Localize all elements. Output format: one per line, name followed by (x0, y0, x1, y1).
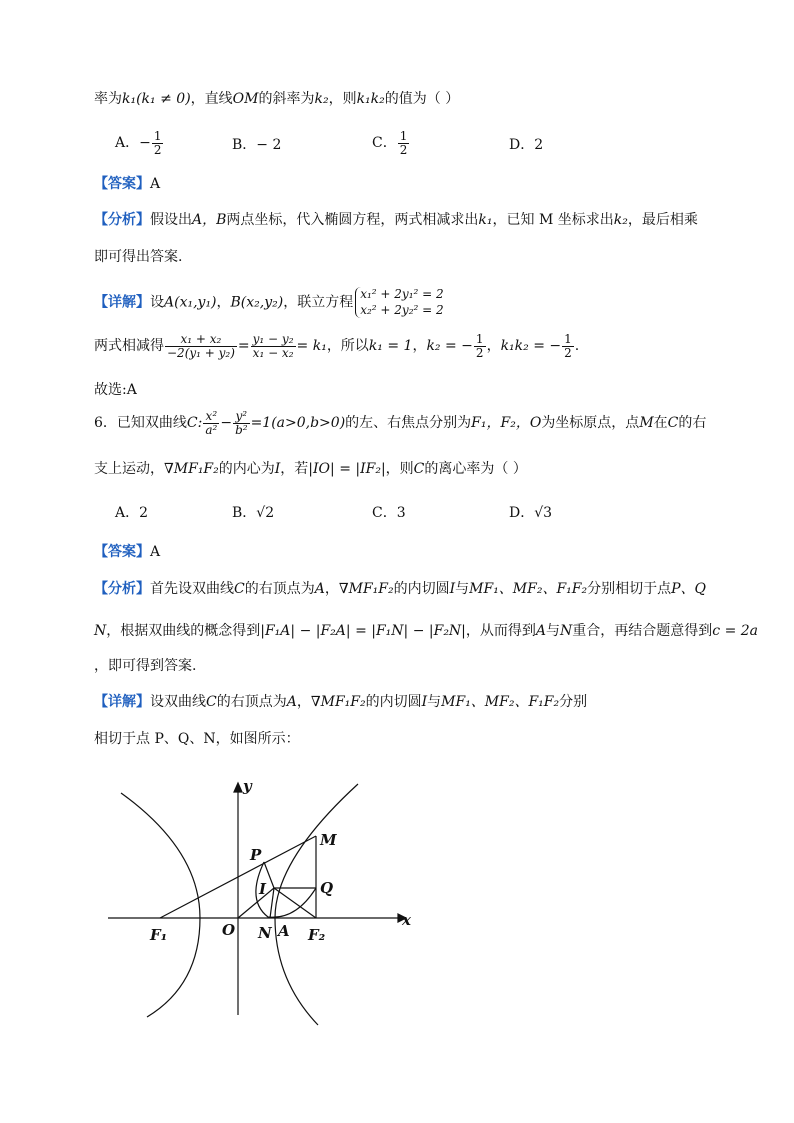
q5-option-a (115, 130, 164, 156)
math: P、Q (671, 581, 707, 597)
label-P: P (250, 846, 262, 864)
q6-stem-line2 (94, 458, 527, 478)
math: ∇MF₁F₂ (310, 694, 366, 710)
text: ，从而得到 (465, 623, 536, 639)
label-Q: Q (320, 879, 334, 897)
text: 支上运动， (94, 461, 164, 477)
text: 为坐标原点，点 (541, 415, 640, 432)
text: 假设出 (150, 212, 192, 228)
text: ， (216, 294, 231, 311)
text: 的右 (678, 415, 707, 432)
text: . (574, 338, 580, 355)
q5-option-c (372, 130, 410, 156)
y-axis-arrow (234, 783, 242, 792)
numerator: 1 (564, 332, 572, 346)
math: C (206, 694, 217, 710)
text: = (237, 338, 250, 355)
analysis-tag: 【分析】 (94, 212, 150, 228)
q5-stem-line (94, 88, 459, 108)
text: 率为 (94, 91, 122, 107)
q6-option-d: D．√3 (509, 505, 553, 521)
math: C (667, 415, 679, 432)
math: F₁，F₂，O (471, 415, 542, 432)
hyperbola-left-branch (121, 793, 200, 1017)
text: ，则 (385, 461, 414, 477)
label-N: N (258, 924, 272, 942)
q6-option-b: B．√2 (232, 505, 275, 521)
text: ，所以 (326, 338, 369, 355)
math: B(x₂,y₂) (230, 294, 284, 311)
answer-value: A (150, 176, 161, 192)
q5-choose: 故选:A (94, 382, 137, 398)
text: ，联立方程 (283, 294, 354, 311)
denominator: b² (235, 422, 248, 437)
numerator: x₁ + x₂ (165, 333, 237, 347)
text: ，若 (280, 461, 309, 477)
text: 设 (150, 294, 164, 311)
math: A (535, 623, 547, 639)
text: 与 (455, 581, 470, 597)
math: =1(a>0,b>0) (250, 415, 346, 432)
q6-stem-line1 (94, 410, 706, 436)
numerator: x² (203, 410, 219, 424)
detail-tag: 【详解】 (94, 694, 150, 710)
segment-if2 (274, 888, 316, 918)
denominator: 2 (475, 345, 484, 360)
math: A (286, 694, 297, 710)
equation-system (355, 287, 443, 318)
math: N (560, 623, 573, 639)
text: 两式相减得 (94, 338, 164, 355)
q5-analysis-line2: 即可得出答案. (94, 249, 183, 265)
numerator: 1 (153, 129, 162, 143)
text: 与 (546, 623, 561, 639)
text: ，直线 (190, 91, 233, 107)
math: I (274, 461, 281, 477)
segment-in (270, 888, 274, 918)
math: k₁ = 1 (368, 338, 413, 355)
denominator: a² (205, 422, 218, 437)
answer-tag: 【答案】 (94, 544, 150, 560)
math: C (234, 581, 245, 597)
text: ， (412, 338, 427, 355)
equation: x₂² + 2y₂² = 2 (360, 302, 444, 317)
text: 首先设双曲线 (150, 581, 234, 597)
label-y: y (243, 777, 252, 795)
analysis-tag: 【分析】 (94, 581, 150, 597)
q6-detail-line1 (94, 691, 587, 711)
math: |IO| = |IF₂| (308, 461, 386, 477)
answer-value: A (150, 544, 161, 560)
label-O: O (222, 921, 236, 939)
math: k₂ = − (426, 338, 473, 355)
text: ， (324, 581, 339, 597)
q5-detail-line1 (94, 287, 444, 318)
fraction (474, 333, 486, 359)
fraction (152, 130, 164, 156)
math: |F₁A| − |F₂A| = |F₁N| − |F₂N| (260, 623, 466, 639)
numerator: y₁ − y₂ (252, 332, 294, 346)
q5-detail-line2 (94, 333, 579, 359)
text: 的内心为 (218, 461, 275, 477)
text: 的内切圆 (393, 581, 450, 597)
text: − (220, 415, 233, 432)
text: 的右顶点为 (244, 581, 315, 597)
option-label: C． (372, 135, 397, 152)
math-om: OM (232, 91, 259, 107)
text: 6．已知双曲线 (94, 415, 187, 432)
math: = k₁ (296, 338, 327, 355)
text: 的左、右焦点分别为 (345, 415, 472, 432)
fraction (203, 410, 219, 436)
q6-analysis-line1 (94, 578, 706, 598)
label-x: x (402, 911, 411, 929)
text: 重合，再结合题意得到 (572, 623, 713, 639)
q5-option-d: D．2 (509, 137, 544, 153)
math: k₁k₂ = − (500, 338, 562, 355)
denominator: 2 (564, 345, 572, 360)
q5-answer (94, 173, 160, 193)
text: ， (296, 694, 311, 710)
equation: x₁² + 2y₁² = 2 (360, 287, 444, 301)
text: 的离心率为（ ） (424, 461, 527, 477)
denominator: 2 (153, 142, 162, 157)
math: ∇MF₁F₂ (164, 461, 219, 477)
math: M (639, 415, 654, 432)
math: k₂ (613, 212, 628, 228)
q6-option-a: A．2 (115, 505, 149, 521)
denominator: −2(y₁ + y₂) (167, 345, 235, 360)
text: 分别相切于点 (587, 581, 672, 597)
math: A，B (192, 212, 227, 228)
text: 的右顶点为 (216, 694, 287, 710)
math-k1-cond: k₁(k₁ ≠ 0) (122, 91, 191, 107)
denominator: x₁ − x₂ (252, 345, 294, 360)
text: 分别 (559, 694, 588, 710)
text: 设双曲线 (150, 694, 206, 710)
label-A: A (278, 922, 290, 940)
text: 在 (653, 415, 668, 432)
math-k1k2: k₁k₂ (356, 91, 385, 107)
label-F2: F₂ (308, 926, 326, 944)
text: 的斜率为 (258, 91, 315, 107)
option-label: A．− (115, 135, 151, 152)
q5-option-b: B．− 2 (232, 137, 282, 153)
math: A(x₁,y₁) (164, 294, 217, 311)
math: MF₁、MF₂、F₁F₂ (441, 694, 560, 710)
math: C (413, 461, 425, 477)
numerator: 1 (475, 332, 484, 346)
q6-answer (94, 541, 160, 561)
math: N (94, 623, 107, 639)
text: ， (486, 338, 501, 355)
q6-option-c: C．3 (372, 505, 406, 521)
text: ，已知 M 坐标求出 (492, 212, 614, 228)
label-I: I (259, 880, 267, 898)
text: 与 (427, 694, 442, 710)
fraction (398, 130, 410, 156)
q6-detail-line2: 相切于点 P、Q、N，如图所示： (94, 731, 300, 747)
math: C: (186, 415, 203, 432)
text: 两点坐标，代入椭圆方程，两式相减求出 (226, 212, 479, 228)
numerator: 1 (399, 129, 408, 143)
answer-tag: 【答案】 (94, 176, 150, 192)
math: ∇MF₁F₂ (338, 581, 394, 597)
numerator: y² (233, 410, 250, 424)
fraction (165, 333, 237, 359)
math: A (314, 581, 325, 597)
text: ，最后相乘 (627, 212, 698, 228)
label-F1: F₁ (150, 926, 168, 944)
text: ，则 (328, 91, 357, 107)
label-M: M (320, 831, 337, 849)
q5-analysis-line1 (94, 209, 698, 229)
hyperbola-figure (100, 775, 430, 1030)
fraction (562, 333, 574, 359)
text: 的值为（ ） (384, 91, 460, 107)
math-k2: k₂ (314, 91, 329, 107)
math: c = 2a (712, 623, 759, 639)
q6-analysis-line2 (94, 620, 758, 640)
q6-analysis-line3: ，即可得到答案. (94, 658, 197, 674)
math: MF₁、MF₂、F₁F₂ (469, 581, 588, 597)
math: k₁ (478, 212, 493, 228)
fraction (233, 410, 250, 436)
denominator: 2 (399, 142, 408, 157)
fraction (251, 333, 296, 359)
text: 的内切圆 (365, 694, 422, 710)
detail-tag: 【详解】 (94, 294, 150, 311)
text: ，根据双曲线的概念得到 (106, 623, 261, 639)
math: I (449, 581, 456, 597)
math: I (421, 694, 428, 710)
